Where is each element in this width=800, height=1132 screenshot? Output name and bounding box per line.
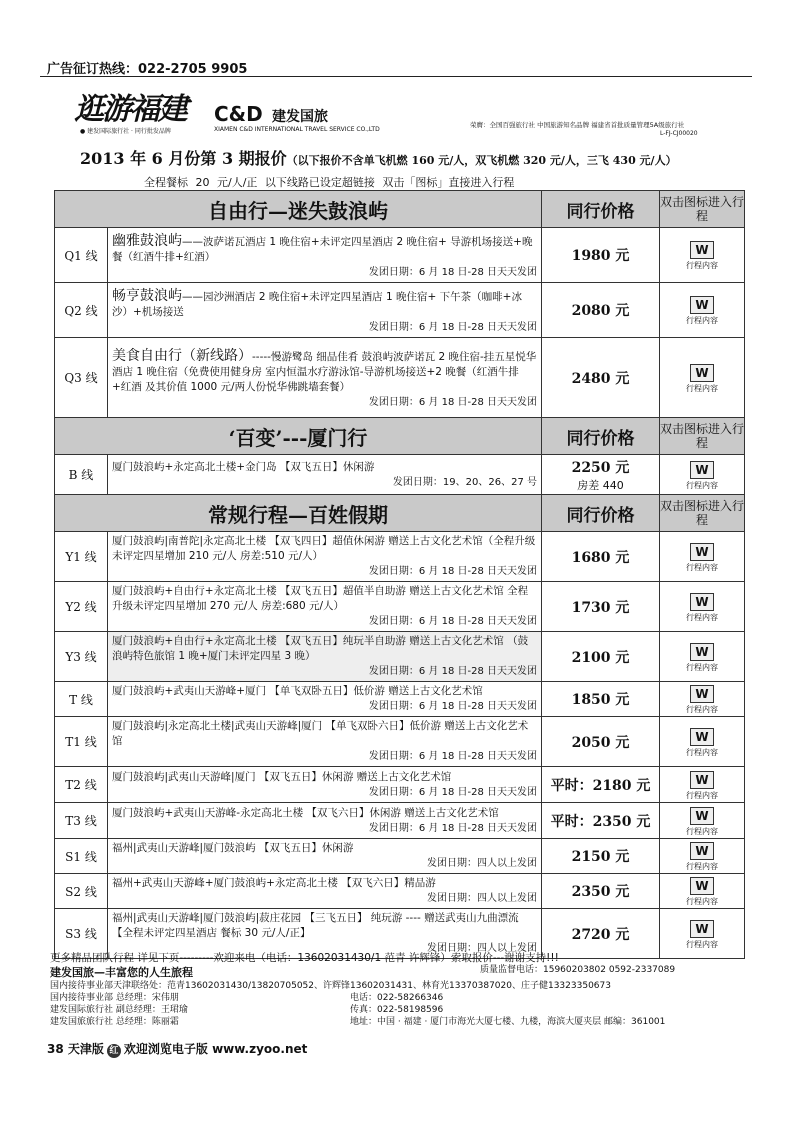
route-price: 2720 元 xyxy=(542,909,660,959)
cd-logo: C&D xyxy=(214,102,263,126)
route-description xyxy=(108,338,542,418)
price-header-cell xyxy=(542,191,660,228)
route-detail: 厦门鼓浪屿+永定高北土楼+金门岛 【双飞五日】休闲游 xyxy=(112,460,375,473)
contact-address: 地址：中国 · 福建 · 厦门市海光大厦七楼、九楼，海滨大厦夹层 邮编：361001 xyxy=(350,1017,666,1027)
section-header xyxy=(55,418,745,455)
route-code: T3 线 xyxy=(55,803,108,839)
route-price: 2480 元 xyxy=(542,338,660,418)
fujian-travel-logo xyxy=(72,84,202,138)
brand-english-name: XIAMEN C&D INTERNATIONAL TRAVEL SERVICE CO.,LTD xyxy=(214,126,380,133)
route-detail: 福州|武夷山天游峰|厦门鼓浪屿 【双飞五日】休闲游 xyxy=(112,842,354,854)
route-description xyxy=(108,682,542,717)
departure-date: 发团日期：6 月 18 日-28 日天天发团 xyxy=(368,666,537,677)
itinerary-link[interactable] xyxy=(660,228,745,283)
table-row xyxy=(55,338,745,418)
section-title: 常规行程—百姓假期 xyxy=(208,502,388,527)
table-row xyxy=(55,874,745,909)
contact-line: 国内接待事业部天津联络处：范青13602031430/13820705052、许辉锋13602031431、林育光13370387020、庄子健13323350673 xyxy=(50,981,611,991)
word-doc-icon[interactable]: W xyxy=(690,296,714,314)
page-number: 38 天津版 xyxy=(47,1042,104,1056)
itinerary-label: 行程内容 xyxy=(686,790,718,800)
section-title-cell xyxy=(55,418,542,455)
route-description xyxy=(108,839,542,874)
logo-tagline: ● 建发国际旅行社 · 同行批发品牌 xyxy=(80,128,171,135)
section-header xyxy=(55,495,745,532)
route-price: 2080 元 xyxy=(542,283,660,338)
click-header-cell xyxy=(660,495,745,532)
price-header: 同行价格 xyxy=(566,505,635,526)
itinerary-label: 行程内容 xyxy=(686,612,718,622)
route-price: 1850 元 xyxy=(542,682,660,717)
itinerary-link[interactable] xyxy=(660,767,745,803)
route-description xyxy=(108,283,542,338)
word-doc-icon[interactable]: W xyxy=(690,593,714,611)
word-doc-icon[interactable]: W xyxy=(690,643,714,661)
table-row xyxy=(55,717,745,767)
itinerary-link[interactable] xyxy=(660,717,745,767)
route-detail: 厦门鼓浪屿|南普陀|永定高北土楼 【双飞四日】超值休闲游 赠送上古文化艺术馆（全程升级未评定四星增加 210 元/人 房差:510 元/人） xyxy=(112,535,536,562)
route-detail: ——波萨诺瓦酒店 1 晚住宿+未评定四星酒店 2 晚住宿+ 导游机场接送+晚餐（红酒牛排+红酒） xyxy=(112,236,533,263)
word-doc-icon[interactable]: W xyxy=(690,920,714,938)
route-description xyxy=(108,532,542,582)
word-doc-icon[interactable]: W xyxy=(690,728,714,746)
itinerary-link[interactable] xyxy=(660,283,745,338)
route-code: T1 线 xyxy=(55,717,108,767)
departure-date: 发团日期：四人以上发团 xyxy=(427,943,537,954)
click-header: 双击图标进入行程 xyxy=(660,195,745,223)
route-price: 2350 元 xyxy=(542,874,660,909)
route-description xyxy=(108,582,542,632)
departure-date: 发团日期：6 月 18 日-28 日天天发团 xyxy=(368,822,537,834)
section-title-cell xyxy=(55,191,542,228)
route-detail: -----慢游鹭岛 细品佳肴 鼓浪屿波萨诺瓦 2 晚住宿-挂五星悦华酒店 1 晚住宿（免费使用健身房 室内恒温水疗游泳馆-导游机场接送+2 晚餐（红酒牛排+红酒 及其价值 1000 元/两人份悦华佛跳墙套餐） xyxy=(112,351,537,393)
page-footer xyxy=(47,1040,307,1058)
departure-date: 发团日期：6 月 18 日-28 日天天发团 xyxy=(368,322,537,333)
route-code: B 线 xyxy=(55,455,108,495)
route-description xyxy=(108,228,542,283)
route-description xyxy=(108,455,542,495)
click-header-cell xyxy=(660,191,745,228)
word-doc-icon[interactable]: W xyxy=(690,807,714,825)
table-row xyxy=(55,455,745,495)
route-detail: 厦门鼓浪屿+武夷山天游峰-永定高北土楼 【双飞六日】休闲游 赠送上古文化艺术馆 xyxy=(112,806,499,819)
logo-text: 逛游福建 xyxy=(74,92,186,127)
departure-date: 发团日期：6 月 18 日-28 日天天发团 xyxy=(368,397,537,408)
section-title-cell xyxy=(55,495,542,532)
departure-date: 发团日期：6 月 18 日-28 日天天发团 xyxy=(368,751,537,762)
table-row xyxy=(55,228,745,283)
route-code: Q2 线 xyxy=(55,283,108,338)
page-title xyxy=(80,146,760,169)
route-code: S1 线 xyxy=(55,839,108,874)
room-difference: 房差 440 xyxy=(577,478,624,492)
route-description xyxy=(108,717,542,767)
table-row xyxy=(55,803,745,839)
brand-name: 建发国旅 xyxy=(272,109,328,125)
route-description xyxy=(108,767,542,803)
route-detail: 厦门鼓浪屿+自由行+永定高北土楼 【双飞五日】超值半自助游 赠送上古文化艺术馆 全程升级未评定四星增加 270 元/人 房差:680 元/人） xyxy=(112,585,529,612)
word-doc-icon[interactable]: W xyxy=(690,241,714,259)
departure-date: 发团日期：6 月 18 日-28 日天天发团 xyxy=(368,267,537,278)
route-description xyxy=(108,874,542,909)
brand-honors: 荣膺：全国百强旅行社 中国旅游知名品牌 福建省首批质量管理5A级旅行社 xyxy=(470,121,685,129)
route-detail: ——园沙洲酒店 2 晚住宿+未评定四星酒店 1 晚住宿+ 下午茶（咖啡+冰沙）+机场接送 xyxy=(112,291,522,318)
subheading: 全程餐标 20 元/人/正 以下线路已设定超链接 双击「图标」直接进入行程 xyxy=(144,176,515,189)
section-title: ‘百变’---厦门行 xyxy=(228,425,368,450)
itinerary-link[interactable] xyxy=(660,839,745,874)
departure-date: 发团日期：6 月 18 日-28 日天天发团 xyxy=(368,616,537,627)
price-header: 同行价格 xyxy=(566,201,635,222)
route-price: 1680 元 xyxy=(542,532,660,582)
itinerary-link[interactable] xyxy=(660,532,745,582)
itinerary-label: 行程内容 xyxy=(686,862,718,871)
itinerary-label: 行程内容 xyxy=(686,747,718,757)
route-description xyxy=(108,632,542,682)
route-price: 1980 元 xyxy=(542,228,660,283)
itinerary-label: 行程内容 xyxy=(686,897,718,906)
license-number: L-FJ-CJ00020 xyxy=(660,130,698,137)
route-detail: 厦门鼓浪屿+武夷山天游峰+厦门 【单飞双卧五日】低价游 赠送上古文化艺术馆 xyxy=(112,685,483,697)
headline-note: （以下报价不含单飞机燃 160 元/人，双飞机燃 320 元/人，三飞 430 元/人） xyxy=(286,154,677,167)
itinerary-link[interactable] xyxy=(660,682,745,717)
route-description xyxy=(108,909,542,959)
contact-general-manager: 建发国旅旅行社 总经理：陈丽霜 xyxy=(50,1017,179,1027)
click-header: 双击图标进入行程 xyxy=(660,422,745,450)
itinerary-label: 行程内容 xyxy=(686,705,718,714)
word-doc-icon[interactable]: W xyxy=(690,877,714,895)
more-info: 更多精品团队行程 详见下页---------欢迎来电（电话：13602031430/1 范青 许辉锋）索取报价---谢谢支持!!! xyxy=(50,952,559,964)
route-code: T 线 xyxy=(55,682,108,717)
itinerary-label: 行程内容 xyxy=(686,383,718,393)
ad-hotline: 广告征订热线：022-2705 9905 xyxy=(47,62,248,77)
route-price: 平时：2180 元 xyxy=(542,767,660,803)
itinerary-link[interactable] xyxy=(660,803,745,839)
route-price: 2050 元 xyxy=(542,717,660,767)
route-code: S2 线 xyxy=(55,874,108,909)
table-row xyxy=(55,532,745,582)
itinerary-label: 行程内容 xyxy=(686,562,718,572)
route-code: Y3 线 xyxy=(55,632,108,682)
itinerary-link[interactable] xyxy=(660,582,745,632)
departure-date: 发团日期：6 月 18 日-28 日天天发团 xyxy=(368,566,537,577)
route-code: Y2 线 xyxy=(55,582,108,632)
itinerary-link[interactable] xyxy=(660,874,745,909)
contact-fax: 传真：022-58198596 xyxy=(350,1005,444,1015)
section-header xyxy=(55,191,745,228)
contact-phone: 电话：022-58266346 xyxy=(350,993,444,1003)
click-header: 双击图标进入行程 xyxy=(660,499,745,527)
departure-date: 发团日期：19、20、26、27 号 xyxy=(392,476,537,488)
supervise-phone: 质量监督电话：15960203802 0592-2337089 xyxy=(480,965,676,975)
word-doc-icon[interactable]: W xyxy=(690,771,714,789)
itinerary-label: 行程内容 xyxy=(686,662,718,672)
itinerary-label: 行程内容 xyxy=(686,261,718,270)
footer-link[interactable]: 欢迎浏览电子版 www.zyoo.net xyxy=(123,1042,308,1056)
route-price: 1730 元 xyxy=(542,582,660,632)
section-title: 自由行—迷失鼓浪屿 xyxy=(208,198,388,223)
departure-date: 发团日期：6 月 18 日-28 日天天发团 xyxy=(368,786,537,798)
route-code: Y1 线 xyxy=(55,532,108,582)
route-price: 2100 元 xyxy=(542,632,660,682)
word-doc-icon[interactable]: W xyxy=(690,685,714,703)
table-row xyxy=(55,682,745,717)
table-row xyxy=(55,767,745,803)
table-row xyxy=(55,632,745,682)
table-row xyxy=(55,283,745,338)
route-code: Q1 线 xyxy=(55,228,108,283)
itinerary-link[interactable] xyxy=(660,455,745,495)
price-header: 同行价格 xyxy=(566,428,635,449)
route-detail: 厦门鼓浪屿|武夷山天游峰|厦门 【双飞五日】休闲游 赠送上古文化艺术馆 xyxy=(112,770,452,783)
route-price: 2250 元 房差 440 xyxy=(542,455,660,495)
price-header-cell xyxy=(542,495,660,532)
route-detail: 福州|武夷山天游峰|厦门鼓浪屿|菽庄花园 【三飞五日】 纯玩游 ---- 赠送武夷山九曲漂流【全程未评定四星酒店 餐标 30 元/人/正】 xyxy=(112,912,519,939)
itinerary-label: 行程内容 xyxy=(686,826,718,836)
contact-manager: 国内接待事业部 总经理：宋伟朋 xyxy=(50,993,179,1003)
route-code: S3 线 xyxy=(55,909,108,959)
route-detail: 厦门鼓浪屿+自由行+永定高北土楼 【双飞五日】纯玩半自助游 赠送上古文化艺术馆 （鼓浪屿特色旅馆 1 晚+厦门未评定四星 3 晚） xyxy=(112,635,529,662)
price-table xyxy=(54,190,745,959)
route-description xyxy=(108,803,542,839)
table-row xyxy=(55,839,745,874)
route-name: 幽雅鼓浪屿 xyxy=(112,233,182,249)
itinerary-label: 行程内容 xyxy=(686,480,718,490)
itinerary-link[interactable] xyxy=(660,909,745,959)
route-price: 平时：2350 元 xyxy=(542,803,660,839)
footer xyxy=(50,952,750,1028)
click-header-cell xyxy=(660,418,745,455)
itinerary-link[interactable] xyxy=(660,632,745,682)
departure-date: 发团日期：6 月 18 日-28 日天天发团 xyxy=(368,701,537,712)
word-doc-icon[interactable]: W xyxy=(690,461,714,479)
departure-date: 发团日期：四人以上发团 xyxy=(427,893,537,904)
itinerary-label: 行程内容 xyxy=(686,939,718,949)
itinerary-link[interactable] xyxy=(660,338,745,418)
route-price: 2150 元 xyxy=(542,839,660,874)
table-row xyxy=(55,909,745,959)
table-row xyxy=(55,582,745,632)
word-doc-icon[interactable]: W xyxy=(690,364,714,382)
route-code: T2 线 xyxy=(55,767,108,803)
contact-vice-manager: 建发国际旅行社 副总经理：王珺瑜 xyxy=(50,1005,188,1015)
itinerary-label: 行程内容 xyxy=(686,316,718,325)
top-rule xyxy=(40,76,752,77)
red-badge-icon: 红 xyxy=(107,1044,121,1058)
route-detail: 厦门鼓浪屿|永定高北土楼|武夷山天游峰|厦门 【单飞双卧六日】低价游 赠送上古文化艺术馆 xyxy=(112,720,529,747)
slogan: 建发国旅—丰富您的人生旅程 xyxy=(50,966,193,979)
route-name: 畅亨鼓浪屿 xyxy=(112,288,182,304)
departure-date: 发团日期：四人以上发团 xyxy=(427,858,537,869)
route-detail: 福州+武夷山天游峰+厦门鼓浪屿+永定高北土楼 【双飞六日】精品游 xyxy=(112,877,436,889)
word-doc-icon[interactable]: W xyxy=(690,543,714,561)
price-header-cell xyxy=(542,418,660,455)
route-name: 美食自由行（新线路） xyxy=(112,348,252,364)
route-code: Q3 线 xyxy=(55,338,108,418)
headline-text: 2013 年 6 月份第 3 期报价 xyxy=(80,149,287,168)
word-doc-icon[interactable]: W xyxy=(690,842,714,860)
